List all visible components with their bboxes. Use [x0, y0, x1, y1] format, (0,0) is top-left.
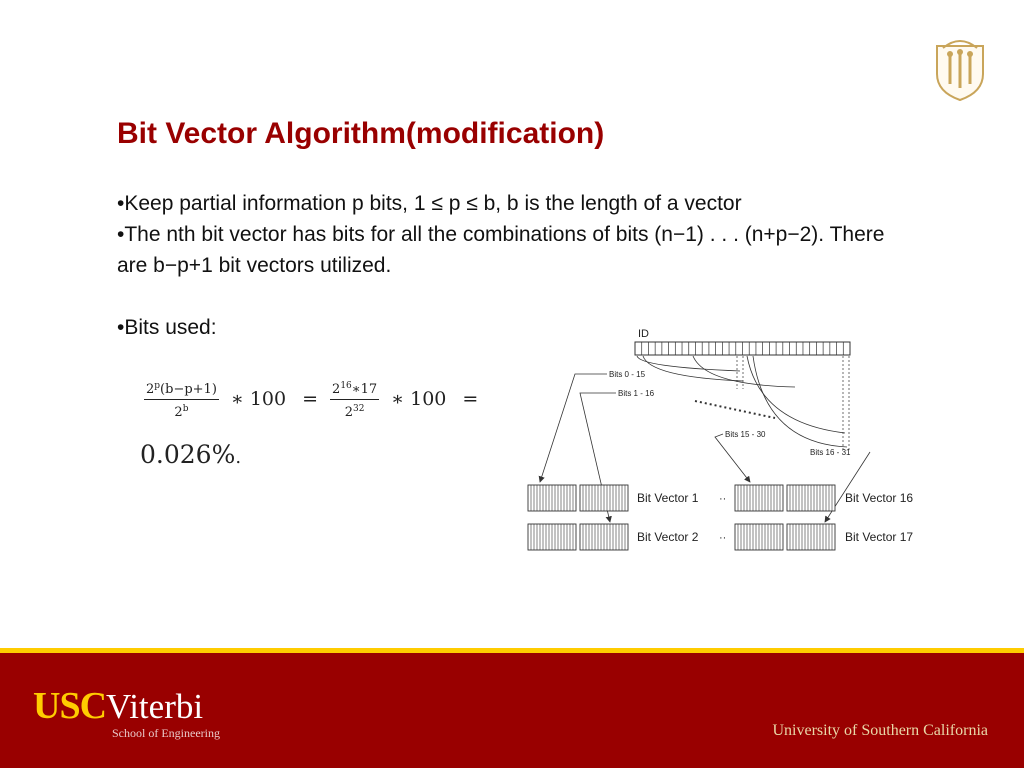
bit-vector-16-label: Bit Vector 16: [845, 491, 914, 505]
vector-block-1: [528, 485, 628, 511]
usc-viterbi-logo: [33, 684, 203, 728]
university-name: University of Southern California: [772, 722, 988, 739]
ellipsis-row-2: ··: [719, 532, 727, 544]
formula-result: 0.026%.: [140, 440, 242, 469]
school-of-engineering-text: School of Engineering: [112, 726, 220, 740]
bit-vector-diagram: [525, 325, 940, 560]
vector-block-2: [528, 524, 628, 550]
logo-viterbi-text: Viterbi: [106, 687, 204, 726]
formula-fraction-2: $\frac{2^{16}∗17}{2^{32}}$: [332, 380, 378, 420]
bullet-nth-vector: •The nth bit vector has bits for all the combinations of bits (n−1) . . . (n+p−2). There are b−p+1 bit vectors utilized.: [117, 223, 885, 277]
logo-usc-text: USC: [33, 685, 107, 727]
bullet-keep-partial: •Keep partial information p bits, 1 ≤ p ≤ b, b is the length of a vector: [117, 192, 742, 215]
bit-vector-2-label: Bit Vector 2: [637, 530, 699, 544]
formula-fraction-1: $\frac{2^p(b-p+1)}{2^b}$: [146, 380, 217, 420]
usc-seal-icon: [933, 36, 987, 102]
range-label-15-30: Bits 15 - 30: [725, 430, 766, 439]
range-label-16-31: Bits 16 - 31: [810, 448, 851, 457]
range-label-0-15: Bits 0 - 15: [609, 370, 646, 379]
bullet-list: [117, 188, 897, 343]
bit-vector-17-label: Bit Vector 17: [845, 530, 914, 544]
ellipsis-row-1: ··: [719, 493, 727, 505]
vector-block-4: [735, 524, 835, 550]
id-label: ID: [638, 328, 649, 340]
id-bar: [635, 342, 850, 355]
slide-title: Bit Vector Algorithm(modification): [117, 117, 605, 150]
bits-used-formula: $\frac{2^p(b-p+1)}{2^b}$ ∗ 100 = $\frac{2^{16}∗17}{2^{32}}$ ∗ 100 =: [146, 380, 479, 420]
range-label-1-16: Bits 1 - 16: [618, 389, 655, 398]
bullet-bits-used: •Bits used:: [117, 316, 217, 339]
vector-block-3: [735, 485, 835, 511]
bit-vector-1-label: Bit Vector 1: [637, 491, 699, 505]
